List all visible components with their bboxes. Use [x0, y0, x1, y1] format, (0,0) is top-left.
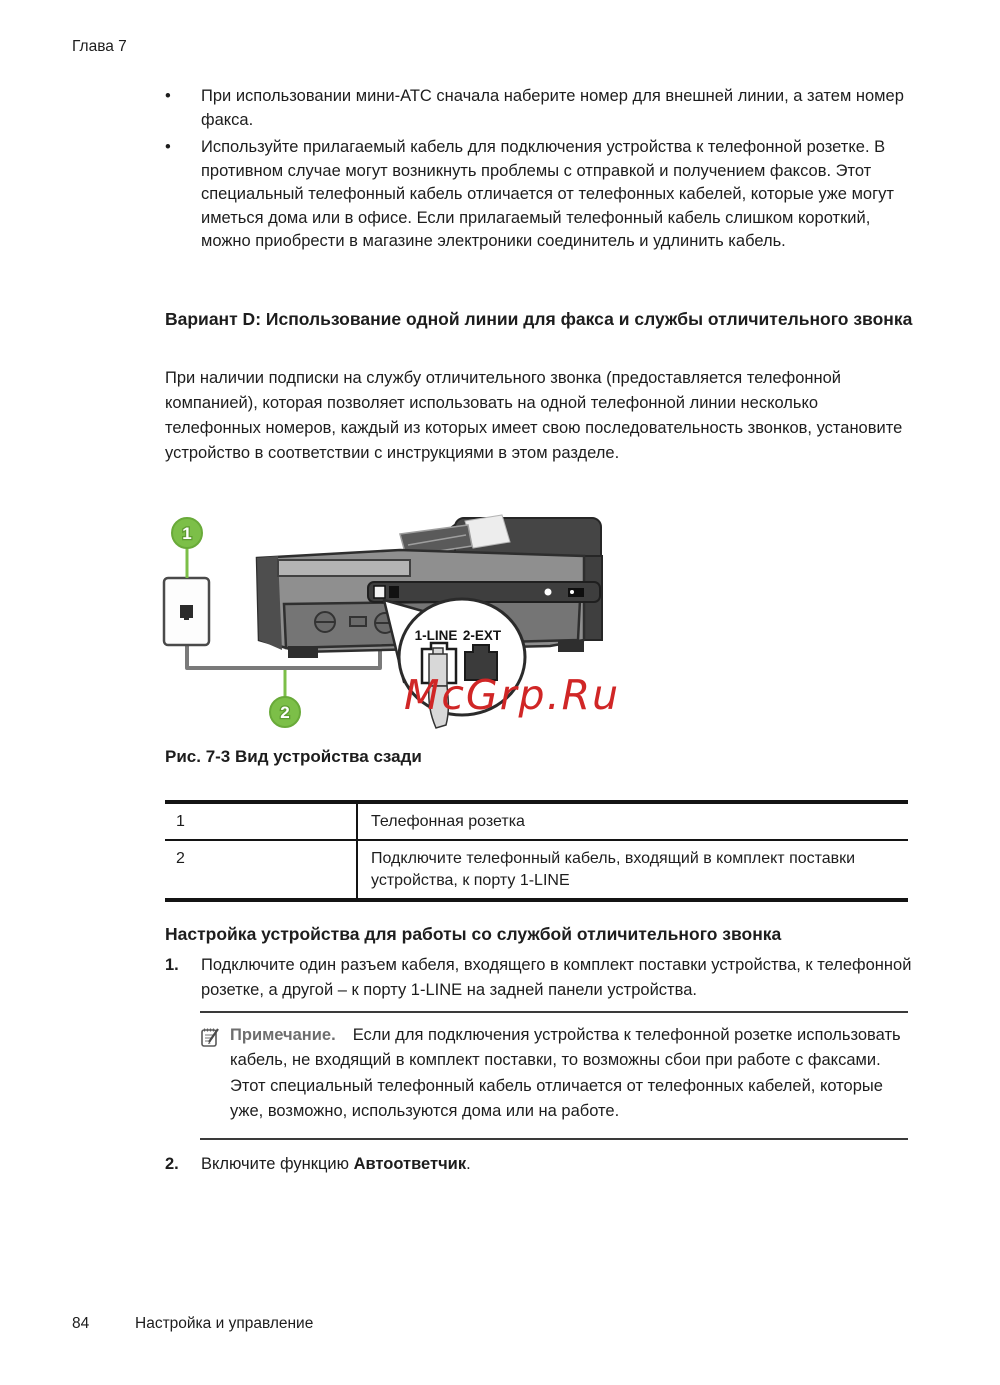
chapter-header: Глава 7 [72, 38, 127, 55]
legend-table [165, 800, 908, 902]
section-paragraph: При наличии подписки на службу отличительного звонка (предоставляется телефонной компанией), которая позволяет использовать на одной телефонной линии несколько телефонных номеров, каждый из которых имеет свою последовательность звонков, установите устройство в соответствии с инструкциями в этом разделе. [165, 369, 903, 462]
figure-caption: Рис. 7-3 Вид устройства сзади [165, 747, 422, 766]
badge-1-icon [172, 518, 202, 578]
legend-desc-cell: Подключите телефонный кабель, входящий в комплект поставки устройства, к порту 1-LINE [357, 840, 908, 900]
watermark: McGrp.Ru [404, 671, 621, 719]
step-number: 1. [165, 956, 179, 974]
bullet-list [163, 85, 911, 258]
page-number: 84 [72, 1315, 90, 1332]
note-box [200, 1011, 908, 1140]
bullet-marker: • [165, 87, 171, 105]
bullet-text: При использовании мини-АТС сначала наберите номер для внешней линии, а затем номер факса. [201, 87, 904, 129]
bold-feature-name: Автоответчик [353, 1155, 467, 1173]
port-2-ext-label: 2-EXT [462, 628, 502, 643]
note-text: Если для подключения устройства к телефонной розетке использовать кабель, не входящий в комплект поставки, то возможны сбои при работе с факсами. Этот специальный телефонный кабель отличается от телефонных кабелей, которые уже, возможно, используются дома или на работе. [230, 1026, 901, 1121]
step-text: Включите функцию Автоответчик. [201, 1155, 471, 1173]
badge-2-number: 2 [280, 703, 290, 722]
bullet-marker: • [165, 138, 171, 156]
footer-section-title: Настройка и управление [135, 1315, 314, 1332]
legend-number-cell: 2 [165, 840, 357, 900]
numbered-step [165, 953, 913, 1003]
legend-number-cell: 1 [176, 813, 185, 830]
numbered-step [165, 1152, 913, 1177]
telephone-wall-jack-icon [164, 578, 209, 645]
badge-2-icon [270, 670, 300, 727]
port-1-line-label: 1-LINE [414, 628, 458, 643]
legend-desc-cell: Телефонная розетка [357, 802, 908, 840]
badge-1-number: 1 [182, 524, 192, 543]
list-item [163, 85, 911, 132]
bullet-text: Используйте прилагаемый кабель для подключения устройства к телефонной розетке. В противном случае могут возникнуть проблемы с отправкой и получением факсов. Этот специальный телефонный кабель отличается от телефонных кабелей, которые уже могут иметься дома или в офисе. Если прилагаемый телефонный кабель слишком короткий, можно приобрести в магазине электроники соединитель и удлинить кабель. [201, 138, 894, 250]
note-label: Примечание. [230, 1026, 336, 1044]
list-item [163, 136, 911, 254]
section-heading: Настройка устройства для работы со службой отличительного звонка [165, 924, 782, 944]
step-text: Подключите один разъем кабеля, входящего в комплект поставки устройства, к телефонной розетке, а другой – к порту 1-LINE на задней панели устройства. [201, 956, 912, 999]
note-memo-icon [200, 1026, 220, 1056]
section-heading: Вариант D: Использование одной линии для факса и службы отличительного звонка [165, 309, 913, 329]
step-number: 2. [165, 1155, 179, 1173]
table-row [165, 840, 908, 900]
rear-ports-bar [368, 582, 600, 602]
table-row [165, 802, 908, 840]
